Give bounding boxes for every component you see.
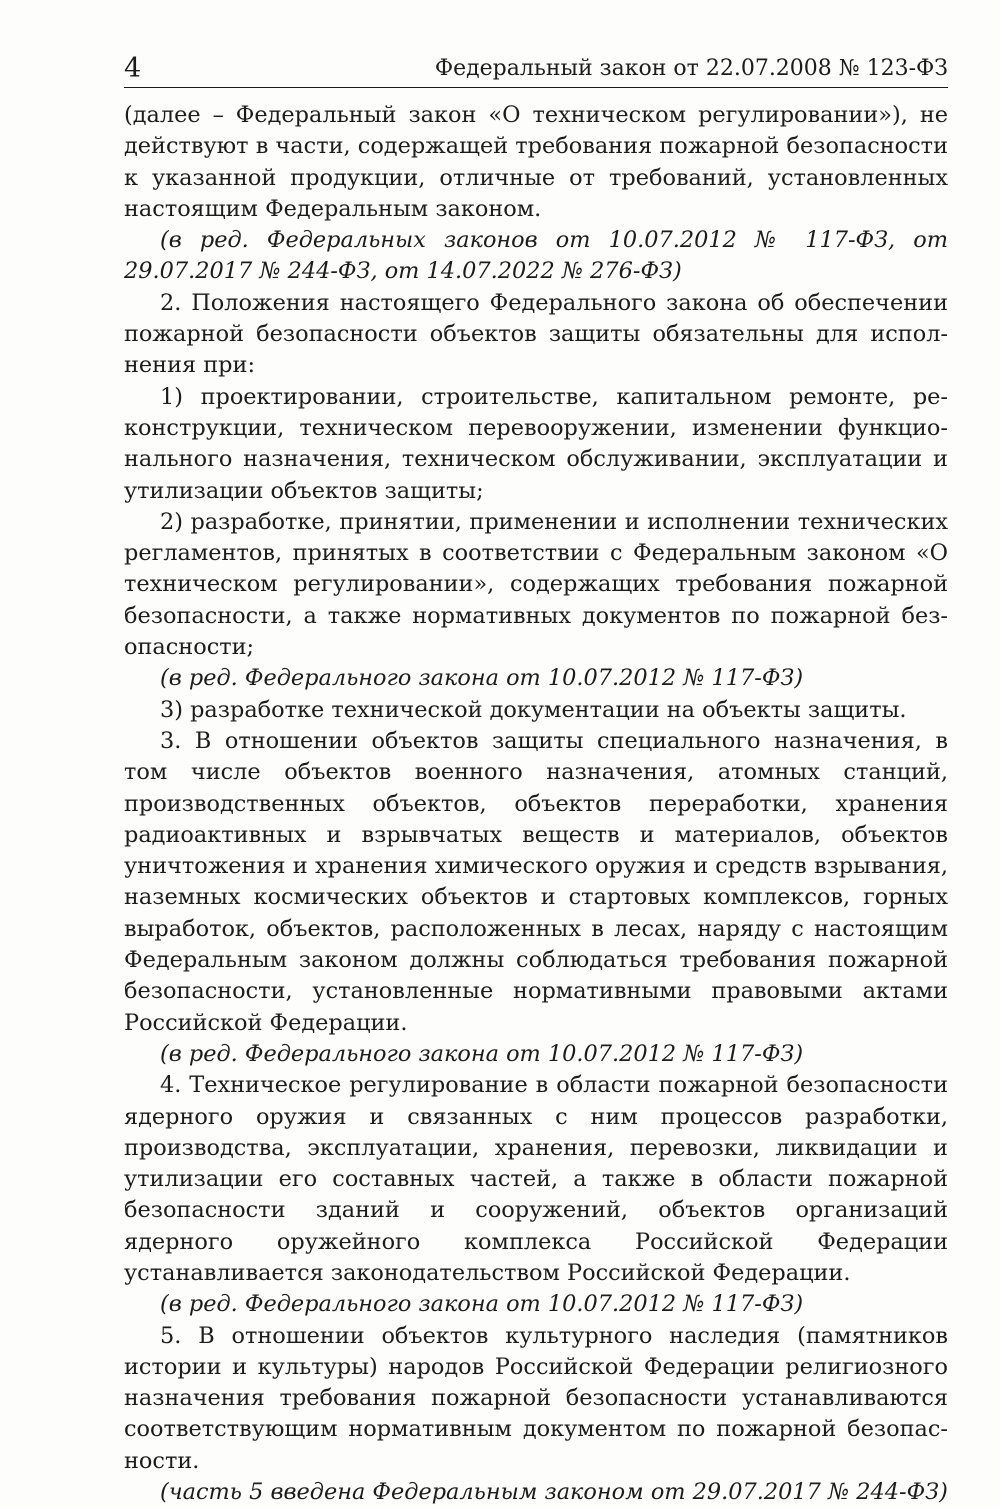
paragraph-part-5: 5. В отношении объектов культурного наследия (памятников истории и культуры) народов Российской Федерации религиозного назначения требования пожарной безопасности устанавливаются соответствующим нормативным документом по пожарной безопасности.	[124, 1322, 948, 1474]
paragraph-part-4: 4. Техническое регулирование в области пожарной безопасности ядерного оружия и связанных с ним процессов разработки, производства, эксплуатации, хранения, перевозки, ликвидации и утилизации его составных частей, а также в области пожарной безопасности зданий и сооружений, объектов организаций ядерного оружейного комплекса Российской Федерации устанавливается законодательством Российской Федерации.	[124, 1072, 948, 1286]
paragraph-continuation: (далее – Федеральный закон «О техническом регулировании»), не действуют в части, содержащей требования пожарной безопасности к указанной продукции, отличные от требований, установленных настоящим Федеральным законом.	[124, 102, 948, 222]
amendment-note: (в ред. Федерального закона от 10.07.2012 № 117-ФЗ)	[160, 1291, 804, 1318]
amendment-note: (в ред. Федерального закона от 10.07.2012 № 117-ФЗ)	[160, 1040, 804, 1067]
header-rule	[124, 87, 948, 89]
running-head: Федеральный закон от 22.07.2008 № 123-ФЗ	[434, 56, 948, 81]
paragraph-part-2: 2. Положения настоящего Федерального закона об обеспечении пожарной безопасности объектов защиты обязательны для исполнения при:	[124, 289, 948, 379]
paragraph-item-1: 1) проектировании, строительстве, капитальном ремонте, реконструкции, техническом перевооружении, изменении функционального назначения, техническом обслуживании, эксплуатации и утилизации объектов защиты;	[124, 383, 948, 504]
body-text	[124, 100, 948, 1508]
paragraph-item-2: 2) разработке, принятии, применении и исполнении технических регламентов, принятых в соответствии с Федеральным законом «О техническом регулировании», содержащих требования пожарной безопасности, а также нормативных документов по пожарной безопасности;	[124, 508, 948, 661]
page-header	[124, 54, 948, 88]
amendment-note: (в ред. Федерального закона от 10.07.2012 № 117-ФЗ)	[160, 665, 804, 692]
amendment-note: (часть 5 введена Федеральным законом от 29.07.2017 № 244-ФЗ)	[160, 1479, 948, 1506]
paragraph-item-3: 3) разработке технической документации на объекты защиты.	[160, 696, 907, 723]
amendment-note: (в ред. Федеральных законов от 10.07.2012 № 117-ФЗ, от 29.07.2017 № 244-ФЗ, от 14.07.2022 № 276-ФЗ)	[124, 227, 948, 285]
paragraph-part-3: 3. В отношении объектов защиты специального назначения, в том числе объектов военного назначения, атомных станций, производственных объектов, объектов переработки, хранения радиоактивных и взрывчатых веществ и материалов, объектов уничтожения и хранения химического оружия и средств взрывания, наземных космических объектов и стартовых комплексов, горных выработок, объектов, расположенных в лесах, наряду с настоящим Федеральным законом должны соблюдаться требования пожарной безопасности, установленные нормативными правовыми актами Российской Федерации.	[124, 727, 948, 1036]
page-number: 4	[124, 53, 142, 84]
